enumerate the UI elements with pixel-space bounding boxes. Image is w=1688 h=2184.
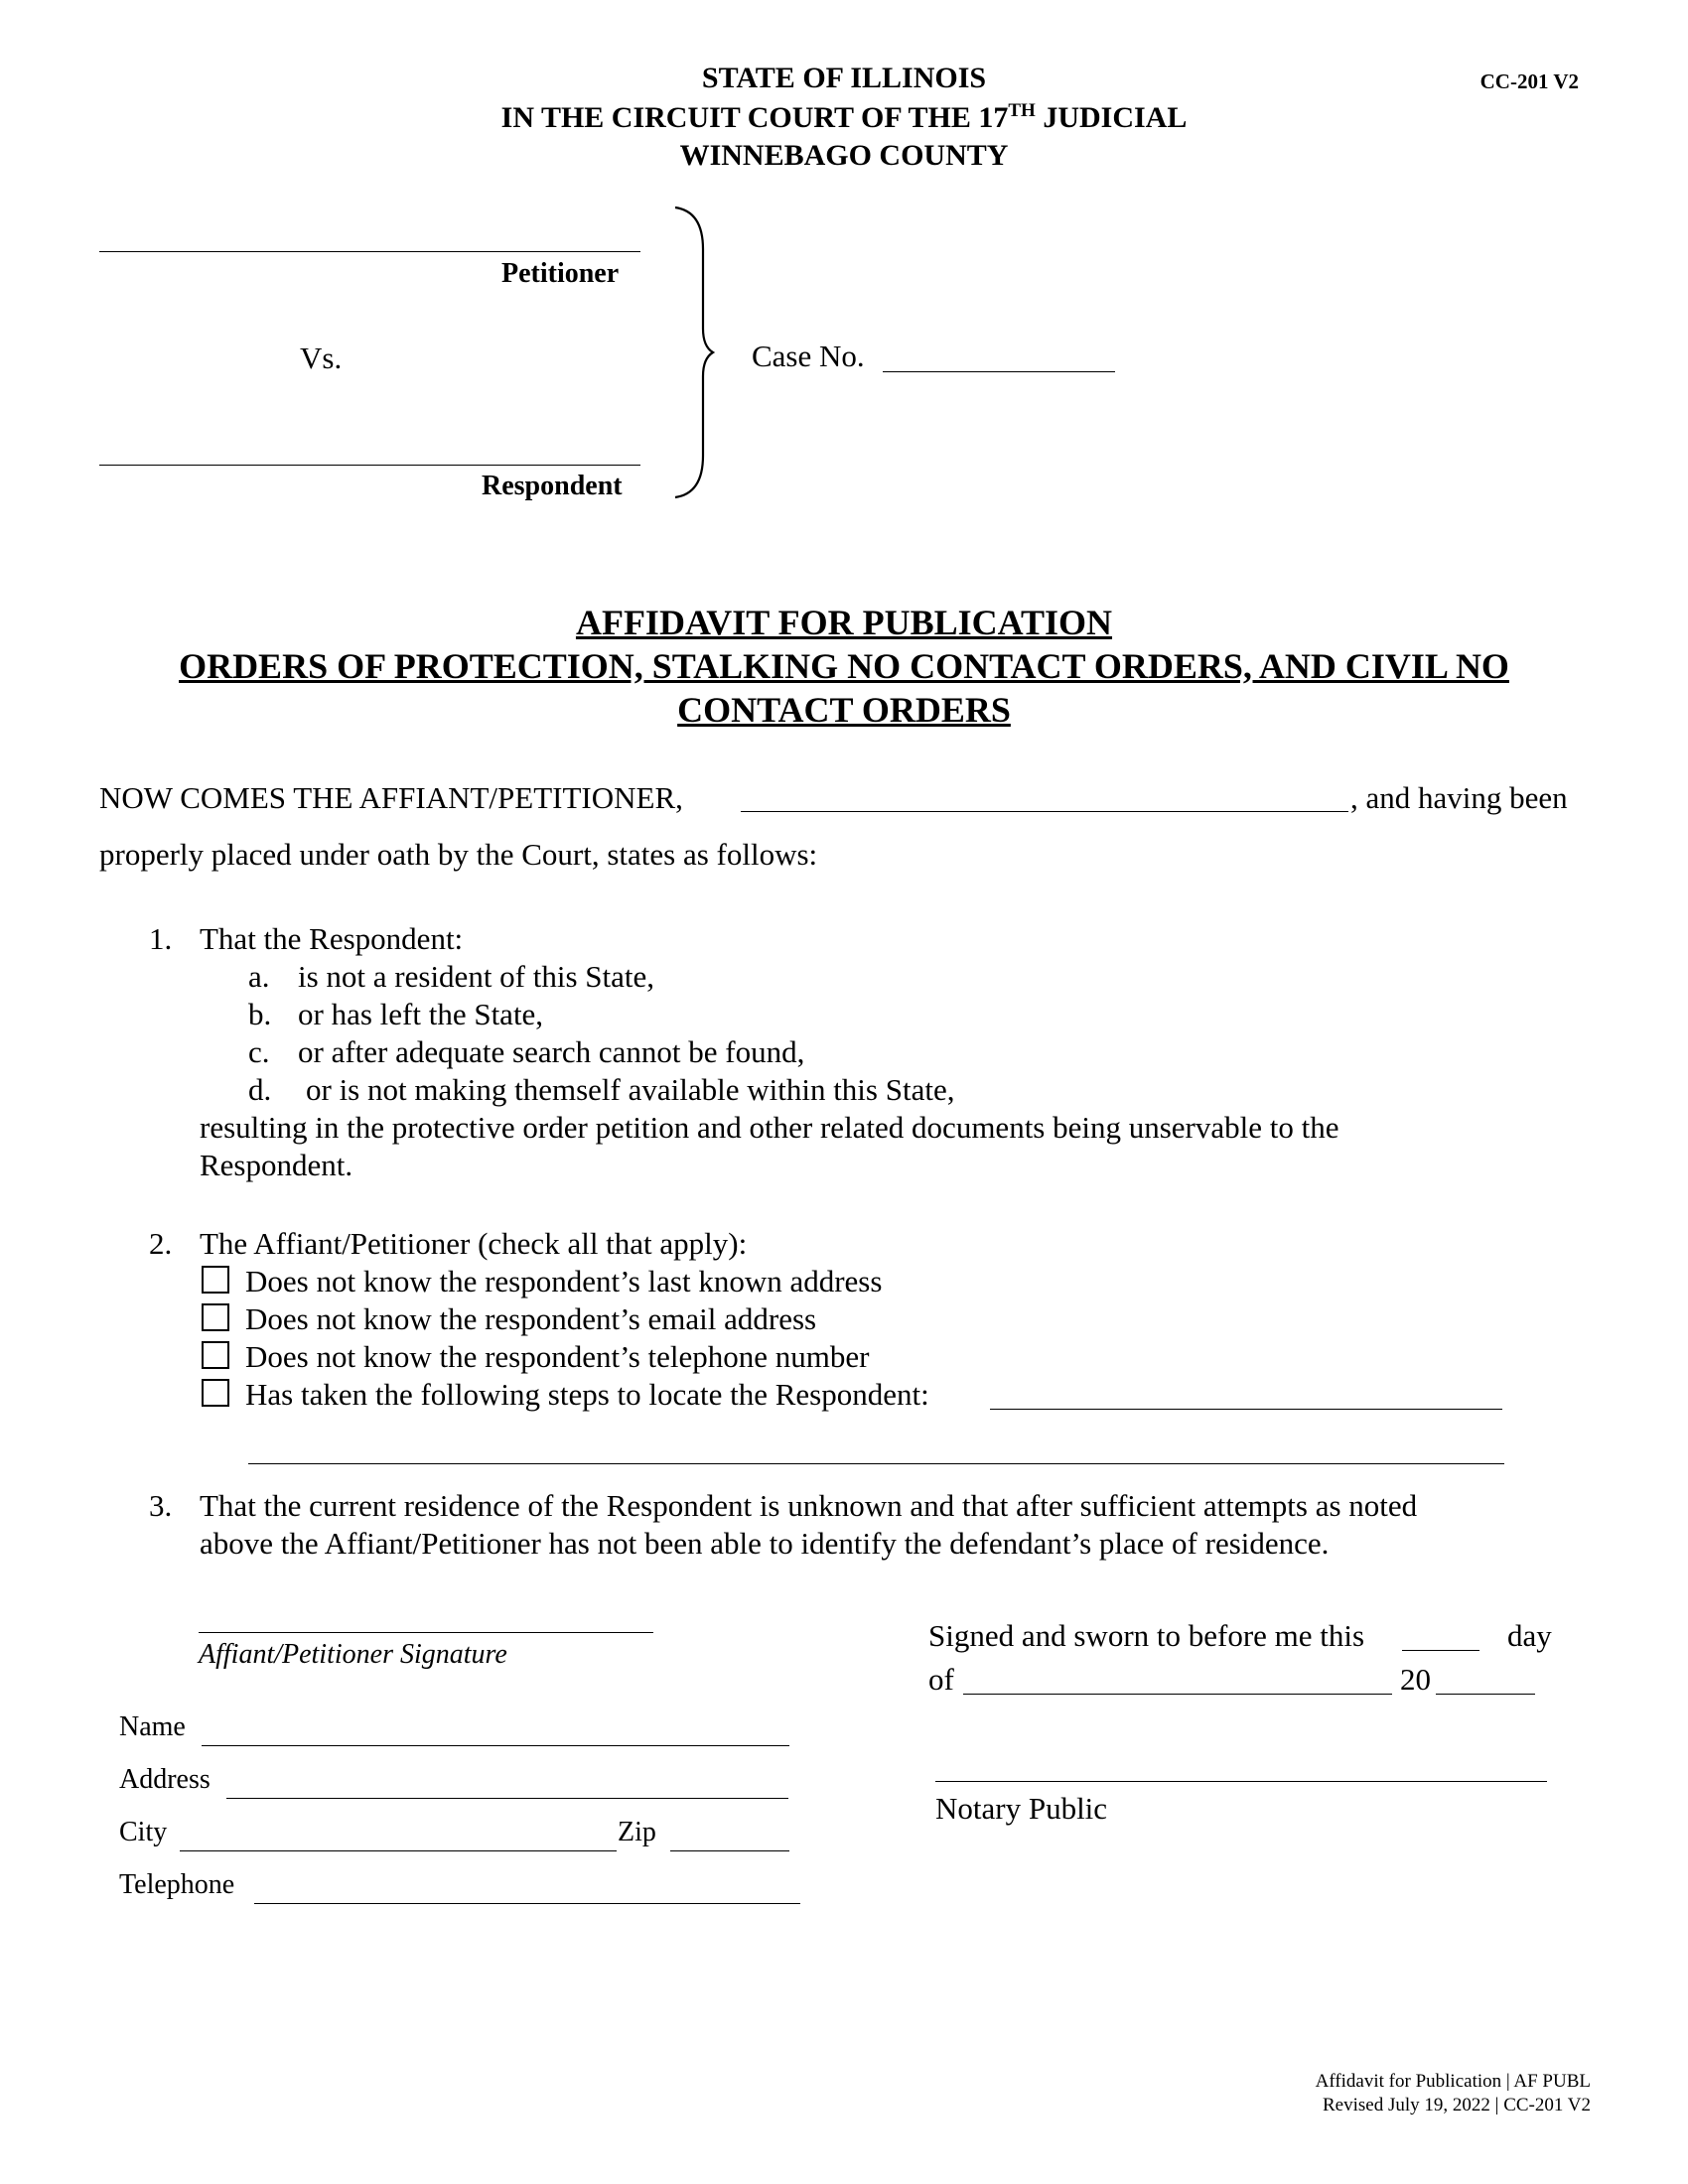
notary-public-label: Notary Public bbox=[935, 1791, 1108, 1826]
item-1-text: That the Respondent: bbox=[200, 921, 464, 956]
checkbox-label-email-address: Does not know the respondent’s email address bbox=[245, 1301, 817, 1336]
sworn-year-prefix: 20 bbox=[1400, 1662, 1431, 1697]
zip-field[interactable] bbox=[670, 1850, 789, 1851]
city-field[interactable] bbox=[180, 1850, 617, 1851]
notary-signature-field[interactable] bbox=[935, 1781, 1547, 1782]
petitioner-label: Petitioner bbox=[501, 258, 620, 289]
sworn-text: Signed and sworn to before me this bbox=[928, 1618, 1365, 1653]
sworn-year-field[interactable] bbox=[1436, 1694, 1535, 1695]
city-label: City bbox=[119, 1817, 168, 1847]
steps-taken-field-2[interactable] bbox=[248, 1463, 1504, 1464]
item-1-result-line-2: Respondent. bbox=[200, 1148, 353, 1182]
checkbox-label-telephone-number: Does not know the respondent’s telephone number bbox=[245, 1339, 870, 1374]
form-code: CC-201 V2 bbox=[1479, 69, 1579, 93]
checkbox-telephone-number[interactable] bbox=[202, 1341, 229, 1369]
title-line-1: AFFIDAVIT FOR PUBLICATION bbox=[575, 603, 1113, 642]
item-1-number: 1. bbox=[149, 921, 173, 956]
item-1d-letter: d. bbox=[248, 1072, 272, 1107]
sworn-day-field[interactable] bbox=[1402, 1650, 1479, 1651]
item-1-result-line-1: resulting in the protective order petition and other related documents being unservable to the bbox=[200, 1110, 1339, 1145]
telephone-label: Telephone bbox=[119, 1869, 235, 1900]
intro-line-2: properly placed under oath by the Court, states as follows: bbox=[99, 837, 818, 872]
affiant-signature-field[interactable] bbox=[199, 1632, 653, 1633]
header-court-text: IN THE CIRCUIT COURT OF THE 17 bbox=[500, 101, 1009, 134]
header-court-post: JUDICIAL bbox=[1035, 101, 1188, 134]
item-1a-letter: a. bbox=[248, 959, 270, 994]
respondent-line[interactable] bbox=[99, 465, 640, 466]
petitioner-line[interactable] bbox=[99, 251, 640, 252]
header-state: STATE OF ILLINOIS bbox=[701, 62, 987, 94]
steps-taken-field-1[interactable] bbox=[990, 1409, 1502, 1410]
address-field[interactable] bbox=[226, 1798, 788, 1799]
name-label: Name bbox=[119, 1711, 186, 1742]
checkbox-label-last-known-address: Does not know the respondent’s last known address bbox=[245, 1264, 883, 1298]
sworn-month-field[interactable] bbox=[963, 1694, 1392, 1695]
item-3-line-2: above the Affiant/Petitioner has not been able to identify the defendant’s place of residence. bbox=[200, 1526, 1330, 1561]
footer-line-1: Affidavit for Publication | AF PUBL bbox=[1315, 2071, 1591, 2092]
footer-line-2: Revised July 19, 2022 | CC-201 V2 bbox=[1323, 2095, 1591, 2116]
zip-label: Zip bbox=[618, 1817, 656, 1847]
respondent-label: Respondent bbox=[482, 471, 623, 501]
header-court bbox=[0, 100, 1688, 135]
checkbox-steps-taken[interactable] bbox=[202, 1379, 229, 1407]
intro-prefix: NOW COMES THE AFFIANT/PETITIONER, bbox=[99, 780, 683, 815]
item-1d-text: or is not making themself available within this State, bbox=[306, 1072, 955, 1107]
checkbox-last-known-address[interactable] bbox=[202, 1266, 229, 1294]
checkbox-email-address[interactable] bbox=[202, 1303, 229, 1331]
item-1b-text: or has left the State, bbox=[298, 997, 544, 1031]
telephone-field[interactable] bbox=[254, 1903, 800, 1904]
case-no-label: Case No. bbox=[752, 339, 865, 373]
item-2-number: 2. bbox=[149, 1226, 173, 1261]
intro-suffix: , and having been bbox=[1350, 780, 1568, 815]
item-1b-letter: b. bbox=[248, 997, 272, 1031]
item-3-number: 3. bbox=[149, 1488, 173, 1523]
sworn-of-label: of bbox=[928, 1662, 954, 1697]
item-3-line-1: That the current residence of the Respondent is unknown and that after sufficient attempts as noted bbox=[200, 1488, 1418, 1523]
case-no-field[interactable] bbox=[883, 371, 1115, 372]
item-1a-text: is not a resident of this State, bbox=[298, 959, 655, 994]
sworn-day-label: day bbox=[1507, 1618, 1552, 1653]
item-1c-text: or after adequate search cannot be found, bbox=[298, 1034, 805, 1069]
affiant-name-field[interactable] bbox=[741, 811, 1348, 812]
checkbox-label-steps-taken: Has taken the following steps to locate the Respondent: bbox=[245, 1377, 929, 1412]
header-court-sup: TH bbox=[1008, 100, 1036, 121]
address-label: Address bbox=[119, 1764, 211, 1795]
affiant-signature-label: Affiant/Petitioner Signature bbox=[199, 1639, 507, 1670]
vs-label: Vs. bbox=[300, 341, 343, 375]
title-line-2: ORDERS OF PROTECTION, STALKING NO CONTACT ORDERS, AND CIVIL NO bbox=[179, 646, 1509, 686]
item-2-text: The Affiant/Petitioner (check all that apply): bbox=[200, 1226, 748, 1261]
title-line-3: CONTACT ORDERS bbox=[677, 690, 1011, 730]
item-1c-letter: c. bbox=[248, 1034, 270, 1069]
name-field[interactable] bbox=[202, 1745, 789, 1746]
header-county: WINNEBAGO COUNTY bbox=[679, 139, 1009, 172]
caption-brace bbox=[667, 202, 727, 504]
